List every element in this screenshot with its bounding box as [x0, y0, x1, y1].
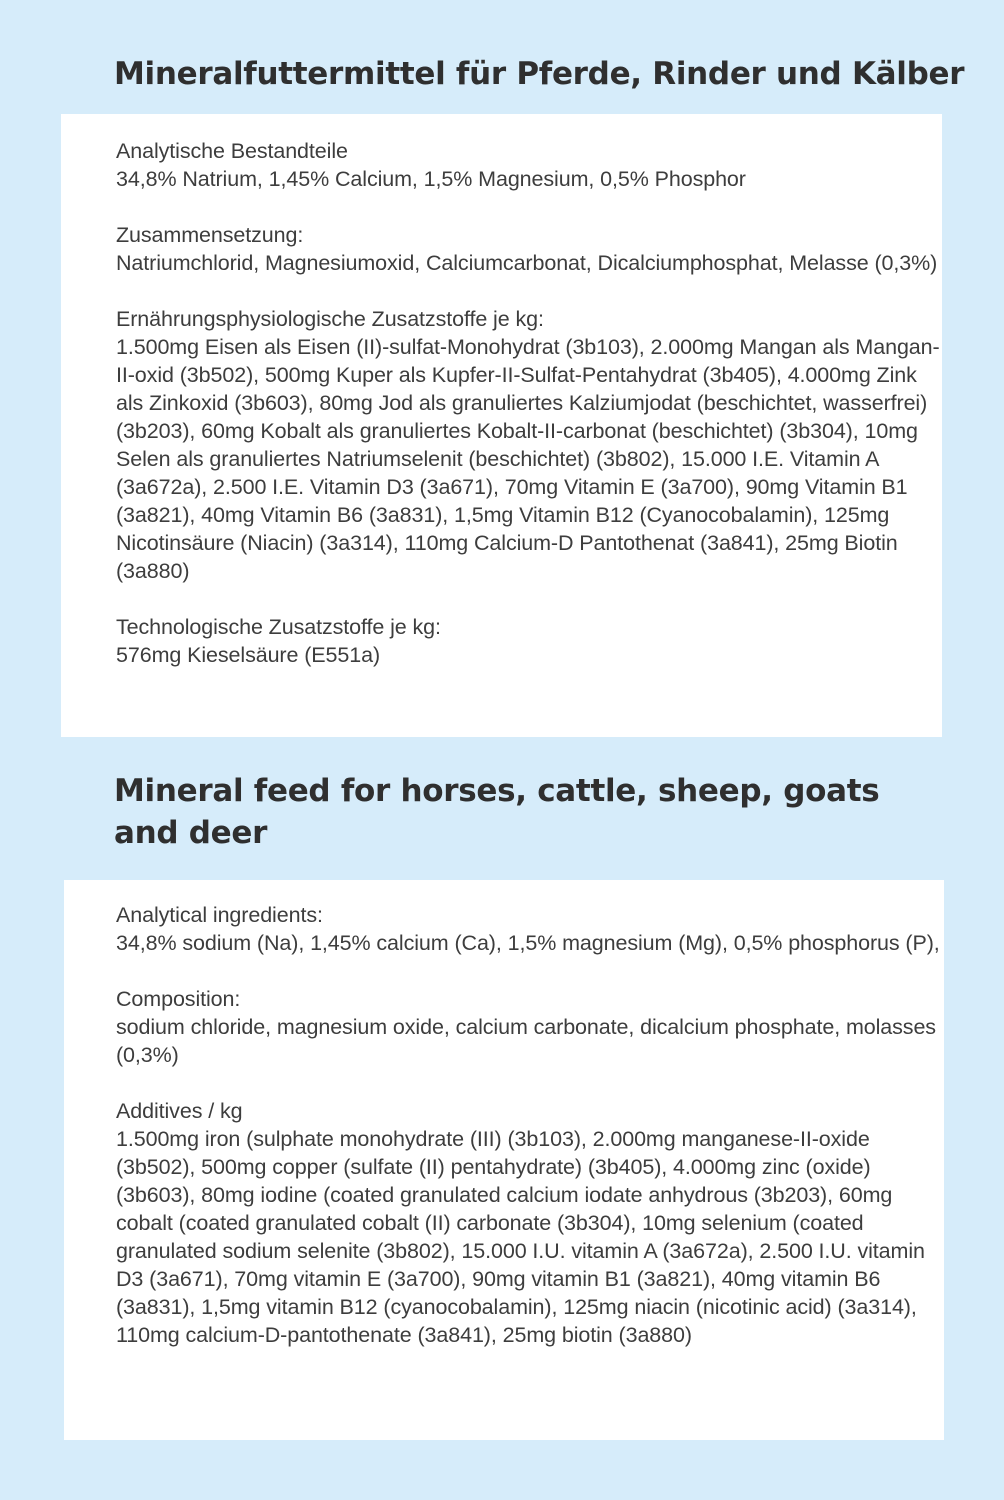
section-label: Additives / kg — [116, 1099, 243, 1123]
section-label: Composition: — [116, 987, 241, 1011]
section-label: Analytische Bestandteile — [116, 139, 348, 163]
german-ingredients-panel — [61, 114, 942, 737]
english-ingredients-panel — [64, 880, 944, 1440]
english-title: Mineral feed for horses, cattle, sheep, goats and deer — [114, 773, 880, 851]
section-text: sodium chloride, magnesium oxide, calcium carbonate, dicalcium phosphate, molasses (0,3%) — [116, 1015, 936, 1067]
section-composition — [116, 985, 944, 1069]
section-label: Technologische Zusatzstoffe je kg: — [116, 615, 441, 639]
section-analytical-ingredients — [116, 901, 944, 957]
section-label: Zusammensetzung: — [116, 223, 304, 247]
section-zusammensetzung — [116, 221, 942, 277]
section-text: 576mg Kieselsäure (E551a) — [116, 643, 381, 667]
section-label: Analytical ingredients: — [116, 903, 323, 927]
section-ernaehrungsphysiologische-zusatzstoffe — [116, 305, 942, 585]
section-text: 1.500mg Eisen als Eisen (II)-sulfat-Monohydrat (3b103), 2.000mg Mangan als Mangan-II-oxid (3b502), 500mg Kuper als Kupfer-II-Sulfat-Pentahydrat (3b405), 4.000mg Zink als Zinkoxid (3b603), 80mg Jod als granuliertes Kalziumjodat (beschichtet, wasserfrei) (3b203), 60mg Kobalt als granuliertes Kobalt-II-carbonat (beschichtet) (3b304), 10mg Selen als granuliertes Natriumselenit (beschichtet) (3b802), 15.000 I.E. Vitamin A (3a672a), 2.500 I.E. Vitamin D3 (3a671), 70mg Vitamin E (3a700), 90mg Vitamin B1 (3a821), 40mg Vitamin B6 (3a831), 1,5mg Vitamin B12 (Cyanocobalamin), 125mg Nicotinsäure (Niacin) (3a314), 110mg Calcium-D Pantothenat (3a841), 25mg Biotin (3a880) — [116, 335, 940, 583]
section-additives — [116, 1097, 944, 1349]
section-text: Natriumchlorid, Magnesiumoxid, Calciumcarbonat, Dicalciumphosphat, Melasse (0,3%) — [116, 251, 938, 275]
german-title: Mineralfuttermittel für Pferde, Rinder und Kälber — [114, 56, 965, 92]
section-text: 34,8% sodium (Na), 1,45% calcium (Ca), 1,5% magnesium (Mg), 0,5% phosphorus (P), — [116, 931, 940, 955]
section-technologische-zusatzstoffe — [116, 613, 942, 669]
section-text: 34,8% Natrium, 1,45% Calcium, 1,5% Magnesium, 0,5% Phosphor — [116, 167, 746, 191]
section-text: 1.500mg iron (sulphate monohydrate (III) (3b103), 2.000mg manganese-II-oxide (3b502), 500mg copper (sulfate (II) pentahydrate) (3b405), 4.000mg zinc (oxide) (3b603), 80mg iodine (coated granulated calcium iodate anhydrous (3b203), 60mg cobalt (coated granulated cobalt (II) carbonate (3b304), 10mg selenium (coated granulated sodium selenite (3b802), 15.000 I.U. vitamin A (3a672a), 2.500 I.U. vitamin D3 (3a671), 70mg vitamin E (3a700), 90mg vitamin B1 (3a821), 40mg vitamin B6 (3a831), 1,5mg vitamin B12 (cyanocobalamin), 125mg niacin (nicotinic acid) (3a314), 110mg calcium-D-pantothenate (3a841), 25mg biotin (3a880) — [116, 1127, 925, 1347]
section-label: Ernährungsphysiologische Zusatzstoffe je kg: — [116, 307, 544, 331]
section-analytische-bestandteile — [116, 137, 942, 193]
